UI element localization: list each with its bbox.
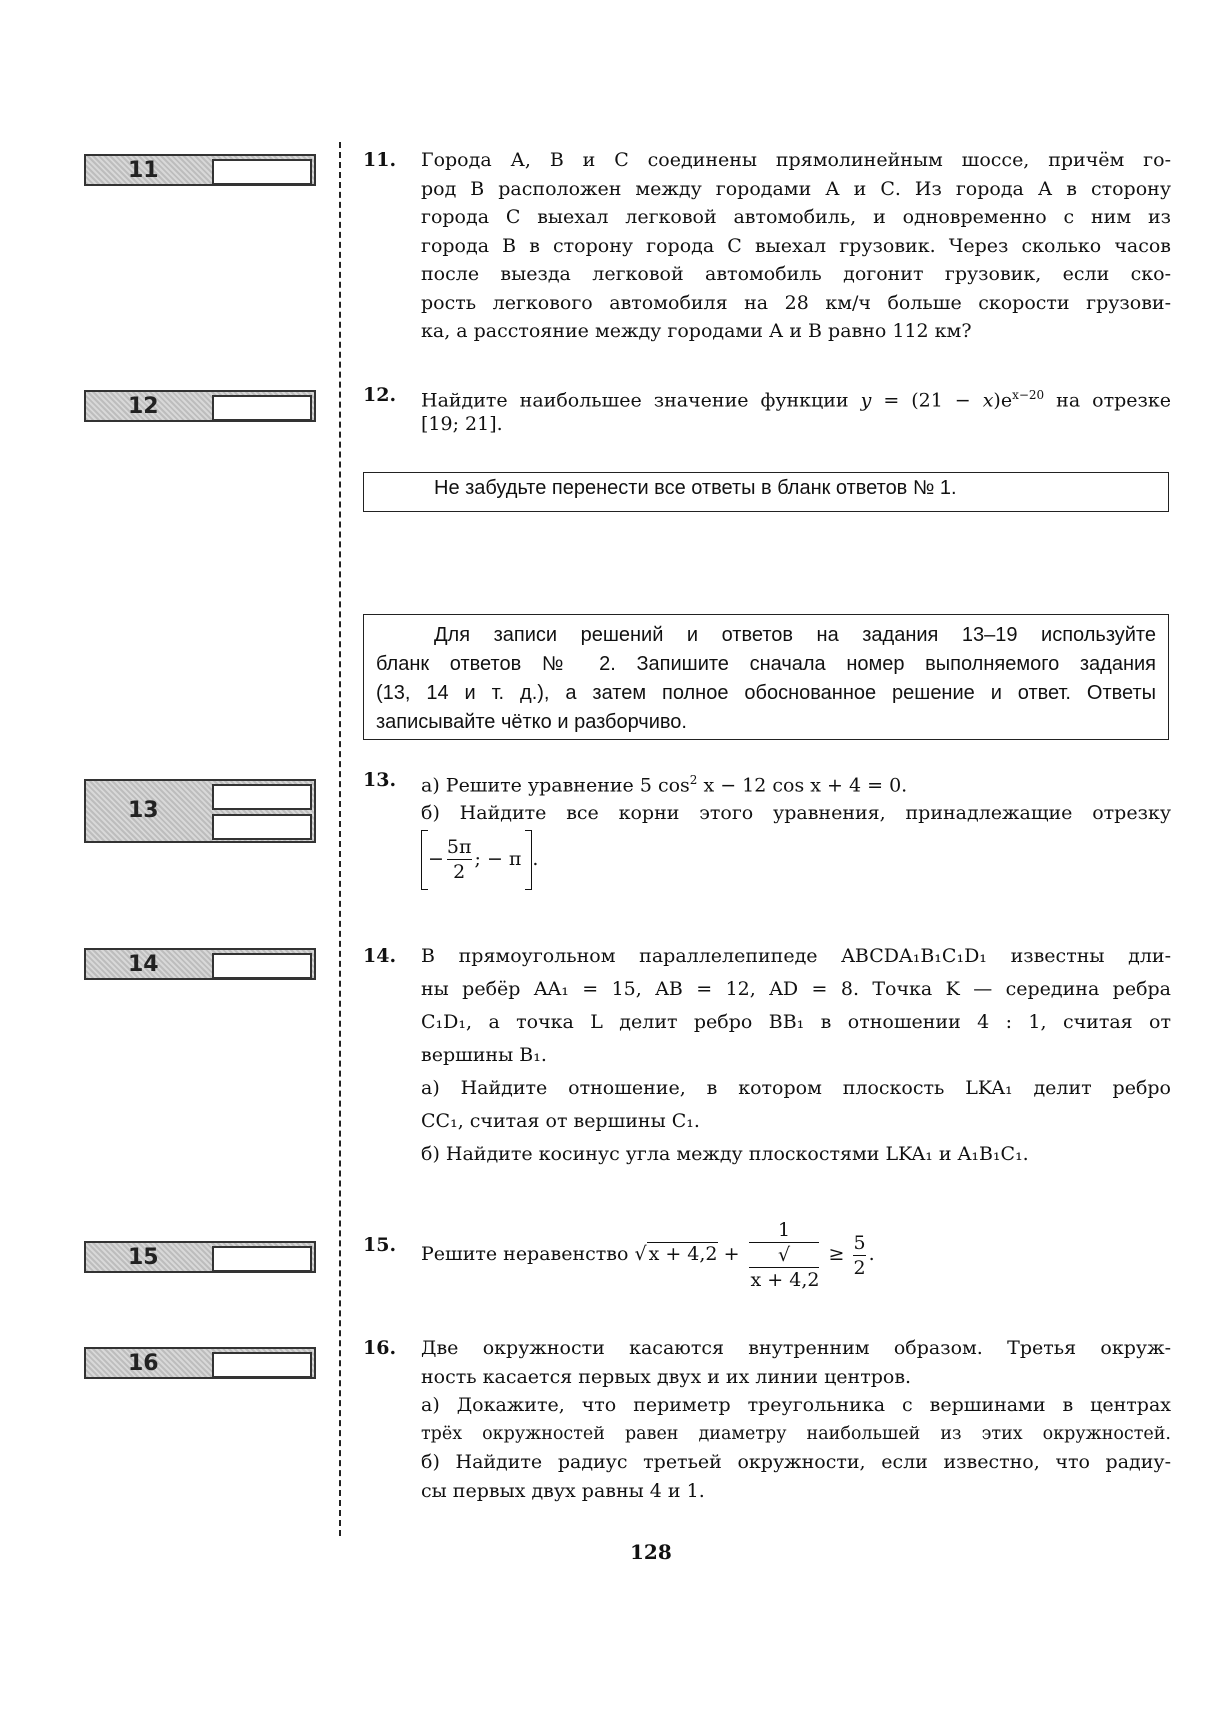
task-text-line: сы первых двух равны 4 и 1.	[421, 1479, 705, 1502]
task-text-line: ность касается первых двух и их линии центров.	[421, 1365, 912, 1388]
task-text-line: а) Найдите отношение, в котором плоскость LKA₁ делит ребро	[421, 1077, 1171, 1099]
task-text-line: Две окружности касаются внутренним образом. Третья окруж-	[421, 1337, 1171, 1359]
answer-box-11	[84, 154, 316, 186]
answer-field[interactable]	[212, 1246, 312, 1272]
task-number: 16.	[363, 1337, 397, 1359]
answer-field[interactable]	[212, 395, 312, 421]
task-text-line: трёх окружностей равен диаметру наибольшей из этих окружностей.	[421, 1423, 1171, 1444]
fraction	[853, 1231, 865, 1280]
task-text-line	[421, 381, 1171, 410]
text: = (21 −	[871, 389, 983, 412]
text: Решите неравенство	[421, 1243, 635, 1265]
numerator: 5	[853, 1231, 866, 1254]
numerator: 1	[777, 1219, 791, 1241]
notice-part2-instructions	[363, 614, 1169, 740]
text: на отрезке	[1044, 389, 1171, 412]
answer-box-number: 13	[128, 798, 159, 823]
sqrt: √ x + 4,2	[634, 1243, 718, 1265]
exponent: x−20	[1012, 388, 1045, 402]
task-text-line	[421, 766, 1171, 799]
text: .	[868, 1243, 875, 1265]
denominator: √ x + 4,2	[750, 1244, 820, 1291]
task-text-line: род В расположен между городами А и С. Из города А в сторону	[421, 177, 1171, 200]
answer-field[interactable]	[212, 953, 312, 979]
math-var: y	[860, 389, 872, 412]
answer-field[interactable]	[212, 784, 312, 810]
notice-text: Не забудьте перенести все ответы в бланк ответов № 1.	[434, 477, 957, 499]
interval	[421, 830, 538, 890]
answer-box-number: 15	[128, 1245, 159, 1270]
answer-box-number: 16	[128, 1351, 159, 1376]
task-text-line: ка, а расстояние между городами А и В равно 112 км?	[421, 320, 972, 342]
answer-box-number: 11	[128, 158, 159, 183]
text: −	[428, 847, 444, 870]
text: ; − π	[474, 847, 522, 870]
task-text-line: б) Найдите все корни этого уравнения, принадлежащие отрезку	[421, 802, 1171, 824]
task-text-line: ны ребёр AA₁ = 15, AB = 12, AD = 8. Точка K — середина ребра	[421, 978, 1171, 1000]
task-text-line: CC₁, считая от вершины C₁.	[421, 1110, 700, 1132]
page-number: 128	[630, 1540, 672, 1564]
text: а) Решите уравнение 5 cos	[421, 774, 690, 797]
text: )e	[993, 389, 1013, 412]
task-text-line: города В в сторону города С выехал грузовик. Через сколько часов	[421, 234, 1171, 257]
task-text-line: C₁D₁, а точка L делит ребро BB₁ в отношении 4 : 1, считая от	[421, 1011, 1171, 1033]
task-text-line: вершины B₁.	[421, 1044, 547, 1066]
math-var: x	[982, 389, 994, 412]
notice-line: (13, 14 и т. д.), а затем полное обоснованное решение и ответ. Ответы	[376, 682, 1156, 704]
answer-field[interactable]	[212, 159, 312, 185]
task-text-line: города С выехал легковой автомобиль, и одновременно с ним из	[421, 206, 1171, 228]
answer-field[interactable]	[212, 814, 312, 840]
numerator: 5π	[446, 836, 472, 858]
answer-box-12	[84, 390, 316, 422]
task-number: 14.	[363, 945, 397, 967]
task-text-line: Города А, В и С соединены прямолинейным шоссе, причём го-	[421, 149, 1171, 171]
answer-field[interactable]	[212, 1352, 312, 1378]
answer-box-13	[84, 779, 316, 843]
task-number: 13.	[363, 769, 397, 791]
exponent: 2	[689, 773, 698, 787]
task-text-line: рость легкового автомобиля на 28 км/ч больше скорости грузови-	[421, 291, 1171, 314]
task-text-line: а) Докажите, что периметр треугольника с вершинами в центрах	[421, 1394, 1171, 1416]
notice-line: записывайте чётко и разборчиво.	[376, 711, 687, 733]
text: Найдите наибольшее значение функции	[421, 389, 861, 412]
task-text-line: б) Найдите радиус третьей окружности, если известно, что радиу-	[421, 1451, 1171, 1473]
radicand: x + 4,2	[648, 1243, 718, 1265]
task-text-line: [19; 21].	[421, 412, 503, 435]
cut-line	[339, 142, 341, 1536]
text: .	[532, 847, 539, 870]
text: +	[717, 1243, 746, 1265]
notice-line: бланк ответов № 2. Запишите сначала номер выполняемого задания	[376, 653, 1156, 675]
task-number: 15.	[363, 1234, 397, 1256]
answer-box-15	[84, 1241, 316, 1273]
radicand: x + 4,2	[750, 1269, 820, 1291]
notice-line: Для записи решений и ответов на задания 13–19 используйте	[434, 624, 1156, 646]
answer-box-14	[84, 948, 316, 980]
text: x − 12 cos x + 4 = 0.	[697, 774, 908, 797]
notice-transfer-answers	[363, 472, 1169, 512]
fraction	[749, 1218, 820, 1292]
task-number: 11.	[363, 149, 397, 171]
denominator: 2	[853, 1256, 866, 1279]
task-text-line: б) Найдите косинус угла между плоскостями LKA₁ и A₁B₁C₁.	[421, 1143, 1029, 1165]
task-number: 12.	[363, 384, 397, 406]
denominator: 2	[447, 859, 472, 884]
task-text-line: после выезда легковой автомобиль догонит грузовик, если ско-	[421, 263, 1171, 285]
answer-box-number: 14	[128, 952, 159, 977]
answer-box-number: 12	[128, 394, 159, 419]
task-text-line: В прямоугольном параллелепипеде ABCDA₁B₁C₁D₁ известны дли-	[421, 945, 1171, 967]
fraction	[447, 835, 472, 884]
answer-box-16	[84, 1347, 316, 1379]
text: ≥	[822, 1243, 851, 1265]
